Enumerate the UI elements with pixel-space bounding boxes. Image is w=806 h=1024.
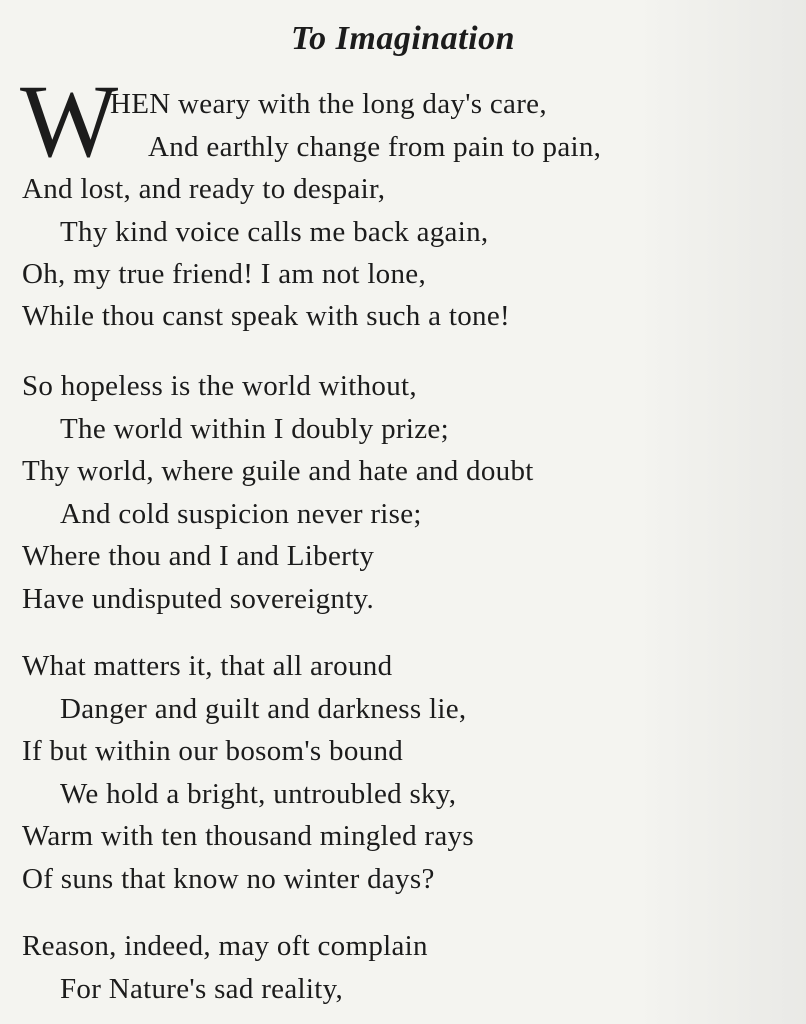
poem-line: Of suns that know no winter days? [22,863,435,895]
drop-cap: W [20,64,119,179]
poem-line: And earthly change from pain to pain, [148,131,602,163]
poem-line: And lost, and ready to despair, [22,173,386,205]
poem-line: Thy world, where guile and hate and doubt [22,455,534,487]
poem-line: So hopeless is the world without, [22,370,417,402]
poem-line: If but within our bosom's bound [22,735,404,767]
poem-line: HEN weary with the long day's care, [110,88,547,120]
poem-line: We hold a bright, untroubled sky, [60,778,457,810]
poem-line: Have undisputed sovereignty. [22,583,375,615]
poem-line: Thy kind voice calls me back again, [60,216,489,248]
poem-line: And cold suspicion never rise; [60,498,422,530]
poem-line: Danger and guilt and darkness lie, [60,693,467,725]
poem-line: Warm with ten thousand mingled rays [22,820,474,852]
poem-line: The world within I doubly prize; [60,413,449,445]
poem-line: What matters it, that all around [22,650,393,682]
poem-line: For Nature's sad reality, [60,973,344,1005]
poem-line: While thou canst speak with such a tone! [22,300,510,332]
poem-line: Where thou and I and Liberty [22,540,375,572]
bleed-through-shadow [636,0,806,1024]
poem-title: To Imagination [291,20,515,57]
poem-line: Reason, indeed, may oft complain [22,930,428,962]
poem-line: Oh, my true friend! I am not lone, [22,258,427,290]
